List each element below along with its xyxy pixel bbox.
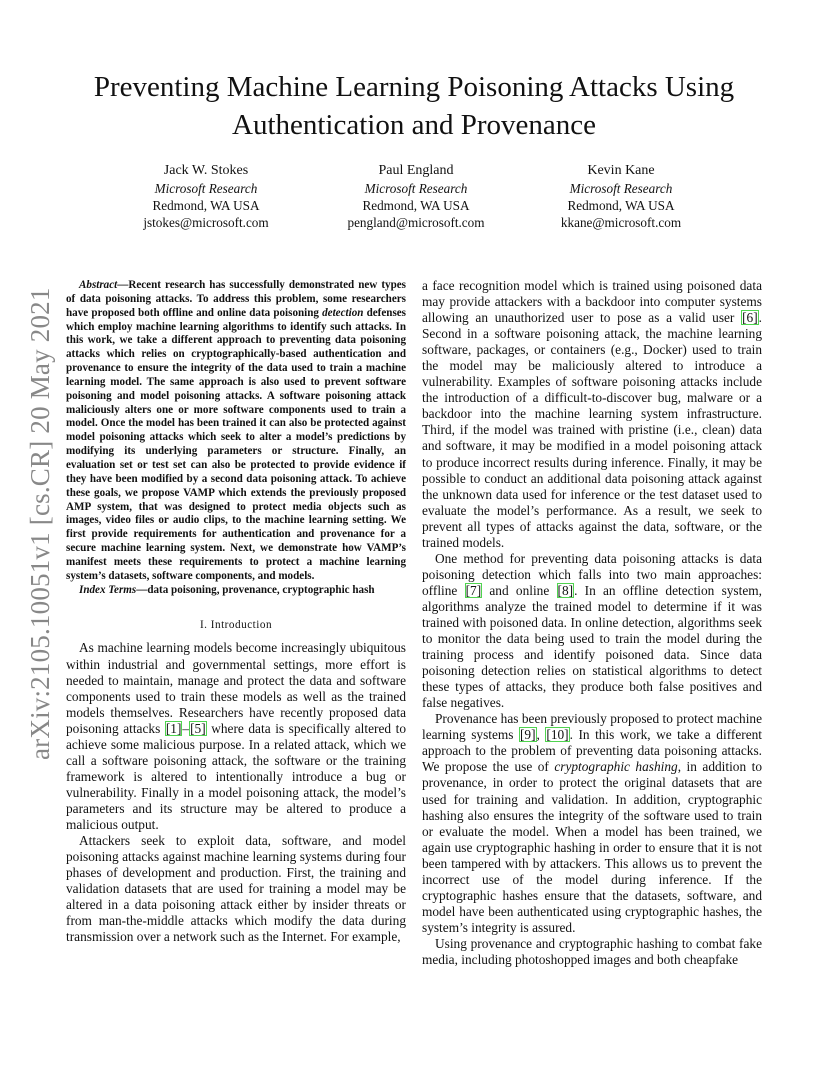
paragraph	[422, 278, 762, 551]
paragraph-text: a face recognition model which is trained using poisoned data may provide attackers with a backdoor into computer systems allowing an unauthorized user to pose as a valid user	[422, 278, 762, 326]
citation-link[interactable]: [6]	[742, 310, 758, 326]
author-location: Redmond, WA USA	[362, 198, 470, 213]
paragraph-text: , in addition to provenance, in order to protect the original datasets that are used for training and validation. In addition, cryptographic hashing also ensures the integrity of the software used to train or evaluate the model. When a model has been trained, we again use cryptographic hashing in order to ensure that it is not been tampered with by attackers. This allows us to prevent the incorrect use of the model during inference. If the cryptographic hashes ensure that the datasets, software, and model have been authenticated using cryptographic hashes, the system’s integrity is assured.	[422, 759, 762, 935]
citation-link[interactable]: [7]	[465, 582, 482, 598]
paragraph-text: . Second in a software poisoning attack, the machine learning software, packages, or containers (e.g., Docker) used to train the model may be maliciously altered to introduce a vulnerability. Examples of software poisoning attacks include the introduction of a difficult-to-discover bug, malware or a backdoor into the machine learning system infrastructure. Third, if the model was trained with pristine (i.e., clean) data and software, it may be modified in a model poisoning attack to produce incorrect results during inference. Finally, it may be possible to conduct an additional data poisoning attack against the unknown data used for inference or the test dataset used to evaluate the model’s performance. As a result, we seek to prevent all types of attacks against the data, software, or the trained models.	[422, 310, 762, 550]
citation-link[interactable]: [10]	[546, 727, 569, 743]
paragraph-text: One method for preventing data poisoning attacks is data poisoning detection which falls into two main approaches: offline	[422, 550, 762, 598]
paragraph-text: . In an offline detection system, algorithms analyze the trained model to determine if it was trained with poisoned data. In online detection, algorithms seek to monitor the data being used to train the model during the training process and identify poisoned data. Since data poisoning detection relies on statistical algorithms to detect these types of attacks, they produce both false positives and false negatives.	[422, 582, 762, 711]
index-terms-text: —data poisoning, provenance, cryptographic hash	[136, 583, 375, 596]
paragraph-text: ,	[536, 727, 546, 743]
citation-dash: –	[182, 720, 190, 736]
paragraph-text: Provenance has been previously proposed to protect machine learning systems	[422, 711, 762, 743]
paragraph: Attackers seek to exploit data, software, and model poisoning attacks against machine learning systems during four phases of development and production. First, the training and validation datasets that are used for training a model may be altered in a data poisoning attack either by insider threats or from man-the-middle attacks which modify the data during transmission over a network such as the Internet. For example,	[66, 833, 406, 945]
author-affiliation: Microsoft Research	[569, 181, 673, 196]
author-location: Redmond, WA USA	[152, 198, 260, 213]
index-terms	[66, 584, 406, 598]
paragraph-text: and online	[482, 582, 557, 598]
author-block	[101, 162, 311, 231]
emphasized-term: cryptographic hashing	[554, 759, 678, 775]
citation-link[interactable]: [5]	[190, 720, 206, 736]
paragraph-text: As machine learning models become increasingly ubiquitous within industrial and governmental settings, more effort is needed to maintain, manage and protect the data and software components used to train these models as well as the trained models themselves. Researchers have recently proposed data poisoning attacks	[66, 640, 406, 736]
paper-title: Preventing Machine Learning Poisoning Attacks Using Authentication and Provenance	[93, 71, 735, 141]
abstract-text: defenses which employ machine learning algorithms to identify such attacks. In this work, we take a different approach to preventing data poisoning attacks which relies on cryptographically-based authentication and provenance to ensure the integrity of the data used to train a machine learning model. The same approach is also used to prevent software poisoning and model poisoning attacks. A software poisoning attack maliciously alters one or more software components used to train a model. Once the model has been trained it can also be protected against model poisoning attacks which seek to alter a model’s predictions by modifying its underlying parameters or structure. Finally, an evaluation set or test set can also be protected to provide evidence if they have been modified by a second data poisoning attack. To achieve these goals, we propose VAMP which extends the previously proposed AMP system, that was designed to protect media objects such as images, video files or audio clips, to the machine learning setting. We first provide requirements for authentication and provenance for a secure machine learning system. Next, we demonstrate how VAMP’s manifest meets these requirements to protect a machine learning system’s datasets, software components, and models.	[66, 306, 407, 582]
author-email[interactable]: jstokes@microsoft.com	[143, 215, 269, 230]
author-email[interactable]: pengland@microsoft.com	[347, 215, 485, 230]
abstract-label: Abstract	[79, 279, 118, 291]
author-name: Jack W. Stokes	[163, 163, 249, 178]
author-location: Redmond, WA USA	[567, 198, 675, 213]
section-heading: I. Introduction	[199, 619, 273, 632]
abstract-text: —Recent research has successfully demonstrated new types of data poisoning attacks. To address this problem, some researchers have proposed both offline and online data poisoning	[66, 279, 406, 319]
paragraph-text: where data is specifically altered to achieve some malicious purpose. In a related attack, which we call a software poisoning attack, the software or the training framework is altered to intentionally introduce a bug or vulnerability. Finally in a model poisoning attack, the model’s parameters and its structure may be altered to produce a malicious output.	[66, 720, 406, 832]
paragraph	[422, 711, 762, 936]
left-column	[66, 279, 406, 945]
author-name: Paul England	[378, 163, 454, 178]
citation-link[interactable]: [1]	[165, 720, 182, 736]
paragraph	[66, 640, 406, 833]
author-email[interactable]: kkane@microsoft.com	[560, 215, 682, 230]
index-terms-label: Index Terms	[79, 583, 137, 596]
author-affiliation: Microsoft Research	[154, 181, 258, 196]
abstract-emphasis: detection	[322, 306, 364, 319]
paragraph	[422, 551, 762, 711]
arxiv-identifier[interactable]: arXiv:2105.10051v1 [cs.CR] 20 May 2021	[25, 287, 55, 760]
citation-link[interactable]: [9]	[519, 727, 536, 743]
author-affiliation: Microsoft Research	[364, 181, 468, 196]
author-block	[516, 162, 726, 231]
author-block	[311, 162, 521, 231]
paragraph: Using provenance and cryptographic hashing to combat fake media, including photoshopped images and both cheapfake	[422, 935, 762, 967]
author-name: Kevin Kane	[587, 163, 655, 178]
abstract	[66, 279, 406, 584]
citation-link[interactable]: [8]	[557, 582, 574, 598]
right-column	[422, 278, 762, 968]
paragraph-text: . In this work, we take a different approach to the problem of preventing data poisoning attacks. We propose the use of	[422, 727, 763, 775]
